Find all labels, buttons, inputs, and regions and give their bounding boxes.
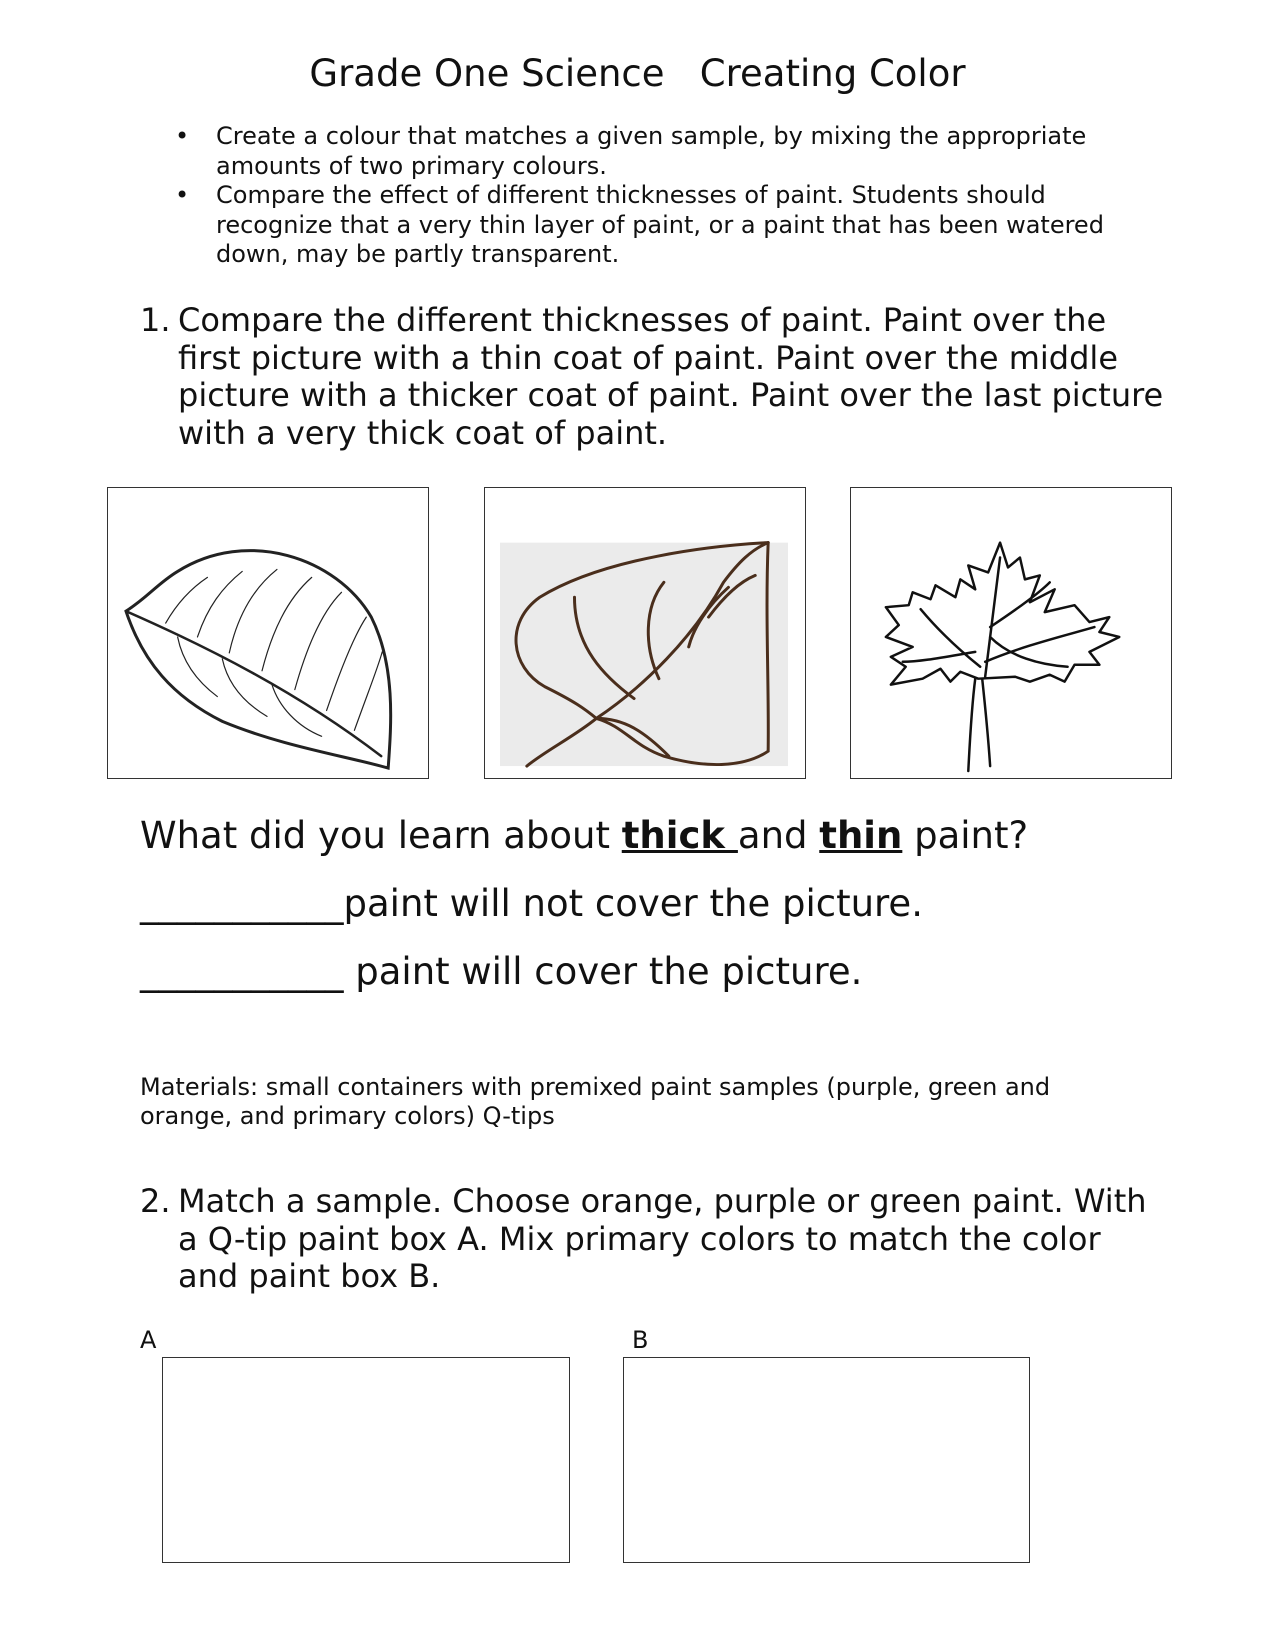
leaf-picture-thin [107,487,429,779]
heart-leaf-icon [485,488,805,778]
leaf-picture-very-thick [850,487,1172,779]
learn-prefix: What did you learn about [140,814,622,857]
leaf-picture-thicker [484,487,806,779]
objective-item: • Compare the effect of different thicknesses of paint. Students should recognize that a very thin layer of paint, or a paint that has been watered down, may be partly transparent. [168,181,1148,270]
objectives-list [168,122,1148,270]
oval-leaf-icon [108,488,428,778]
learn-suffix: paint? [902,814,1029,857]
paint-box-b[interactable] [623,1357,1030,1563]
objective-item: • Create a colour that matches a given sample, by mixing the appropriate amounts of two primary colours. [168,122,1148,181]
box-a-label: A [140,1326,157,1354]
question-1-number: 1. [140,301,171,339]
question-2 [140,1183,1170,1296]
learn-thick: thick [621,814,738,857]
materials-text: Materials: small containers with premixed paint samples (purple, green and orange, and primary colors) Q-tips [140,1073,1051,1130]
learn-and: and [737,814,820,857]
fill-blank-cover[interactable]: ___________ paint will cover the picture. [140,950,863,993]
page-title: Grade One Science Creating Color [309,52,966,95]
question-1 [140,302,1170,452]
question-2-number: 2. [140,1182,171,1220]
box-b-label: B [632,1326,649,1354]
maple-leaf-icon [851,488,1171,778]
question-2-text: Match a sample. Choose orange, purple or green paint. With a Q-tip paint box A. Mix primary colors to match the color and paint box B. [178,1182,1147,1295]
learn-thin: thin [819,814,903,857]
learn-question [140,814,1028,857]
paint-box-a[interactable] [162,1357,570,1563]
fill-blank-not-cover[interactable]: ___________paint will not cover the picture. [140,882,923,925]
question-1-text: Compare the different thicknesses of paint. Paint over the first picture with a thin coat of paint. Paint over the middle picture with a thicker coat of paint. Paint over the last picture with a very thick coat of paint. [178,301,1164,452]
